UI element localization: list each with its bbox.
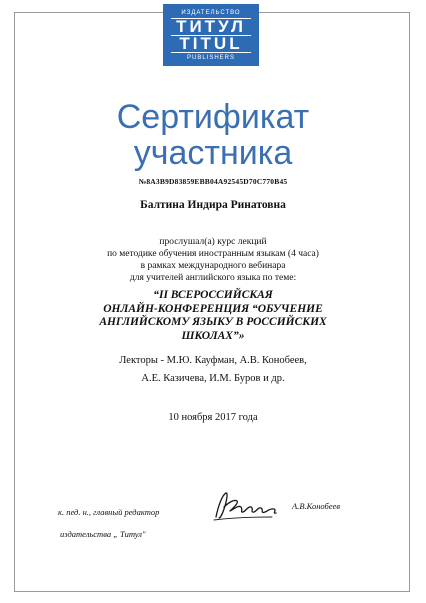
- logo-top-text: ИЗДАТЕЛЬСТВО: [181, 10, 241, 16]
- certificate-date: 10 ноября 2017 года: [168, 412, 258, 423]
- lecturers: [0, 352, 426, 388]
- logo-line-1: ТИТУЛ: [171, 18, 251, 36]
- signer-name: А.В.Конобеев: [292, 501, 341, 511]
- course-description-line: по методике обучения иностранным языкам (4 часа): [107, 249, 319, 259]
- handwritten-signature: [210, 487, 282, 525]
- course-description: [0, 236, 426, 284]
- course-description-line: в рамках международного вебинара: [140, 261, 286, 271]
- conference-title-line: ОНЛАЙН-КОНФЕРЕНЦИЯ “ОБУЧЕНИЕ: [103, 302, 323, 315]
- certificate-code: №8A3B9D83859EBB04A92545D70C770B45: [138, 177, 288, 186]
- course-description-line: для учителей английского языка по теме:: [129, 273, 297, 283]
- certificate-title-line-2: участника: [133, 134, 293, 172]
- signer-position-line: к. пед. н., главный редактор: [58, 507, 160, 517]
- logo-line-2: TITUL: [171, 36, 251, 53]
- conference-title-line: “II ВСЕРОССИЙСКАЯ: [153, 289, 273, 301]
- publisher-logo: [163, 4, 259, 66]
- lecturers-line: А.Е. Казичева, И.М. Буров и др.: [141, 373, 285, 384]
- participant-name: Балтина Индира Ринатовна: [140, 199, 286, 211]
- signer-position: [58, 501, 159, 545]
- conference-title-line: ШКОЛАХ”»: [181, 329, 245, 342]
- conference-title: [0, 289, 426, 343]
- logo-bottom-text: PUBLISHERS: [186, 55, 235, 61]
- course-description-line: прослушал(а) курс лекций: [159, 237, 267, 247]
- signer-position-line: издательства „ Титул": [60, 529, 146, 539]
- conference-title-line: АНГЛИЙСКОМУ ЯЗЫКУ В РОССИЙСКИХ: [99, 316, 327, 328]
- lecturers-line: Лекторы - М.Ю. Кауфман, А.В. Конобеев,: [119, 355, 307, 366]
- certificate-title-line-1: Сертификат: [116, 98, 310, 136]
